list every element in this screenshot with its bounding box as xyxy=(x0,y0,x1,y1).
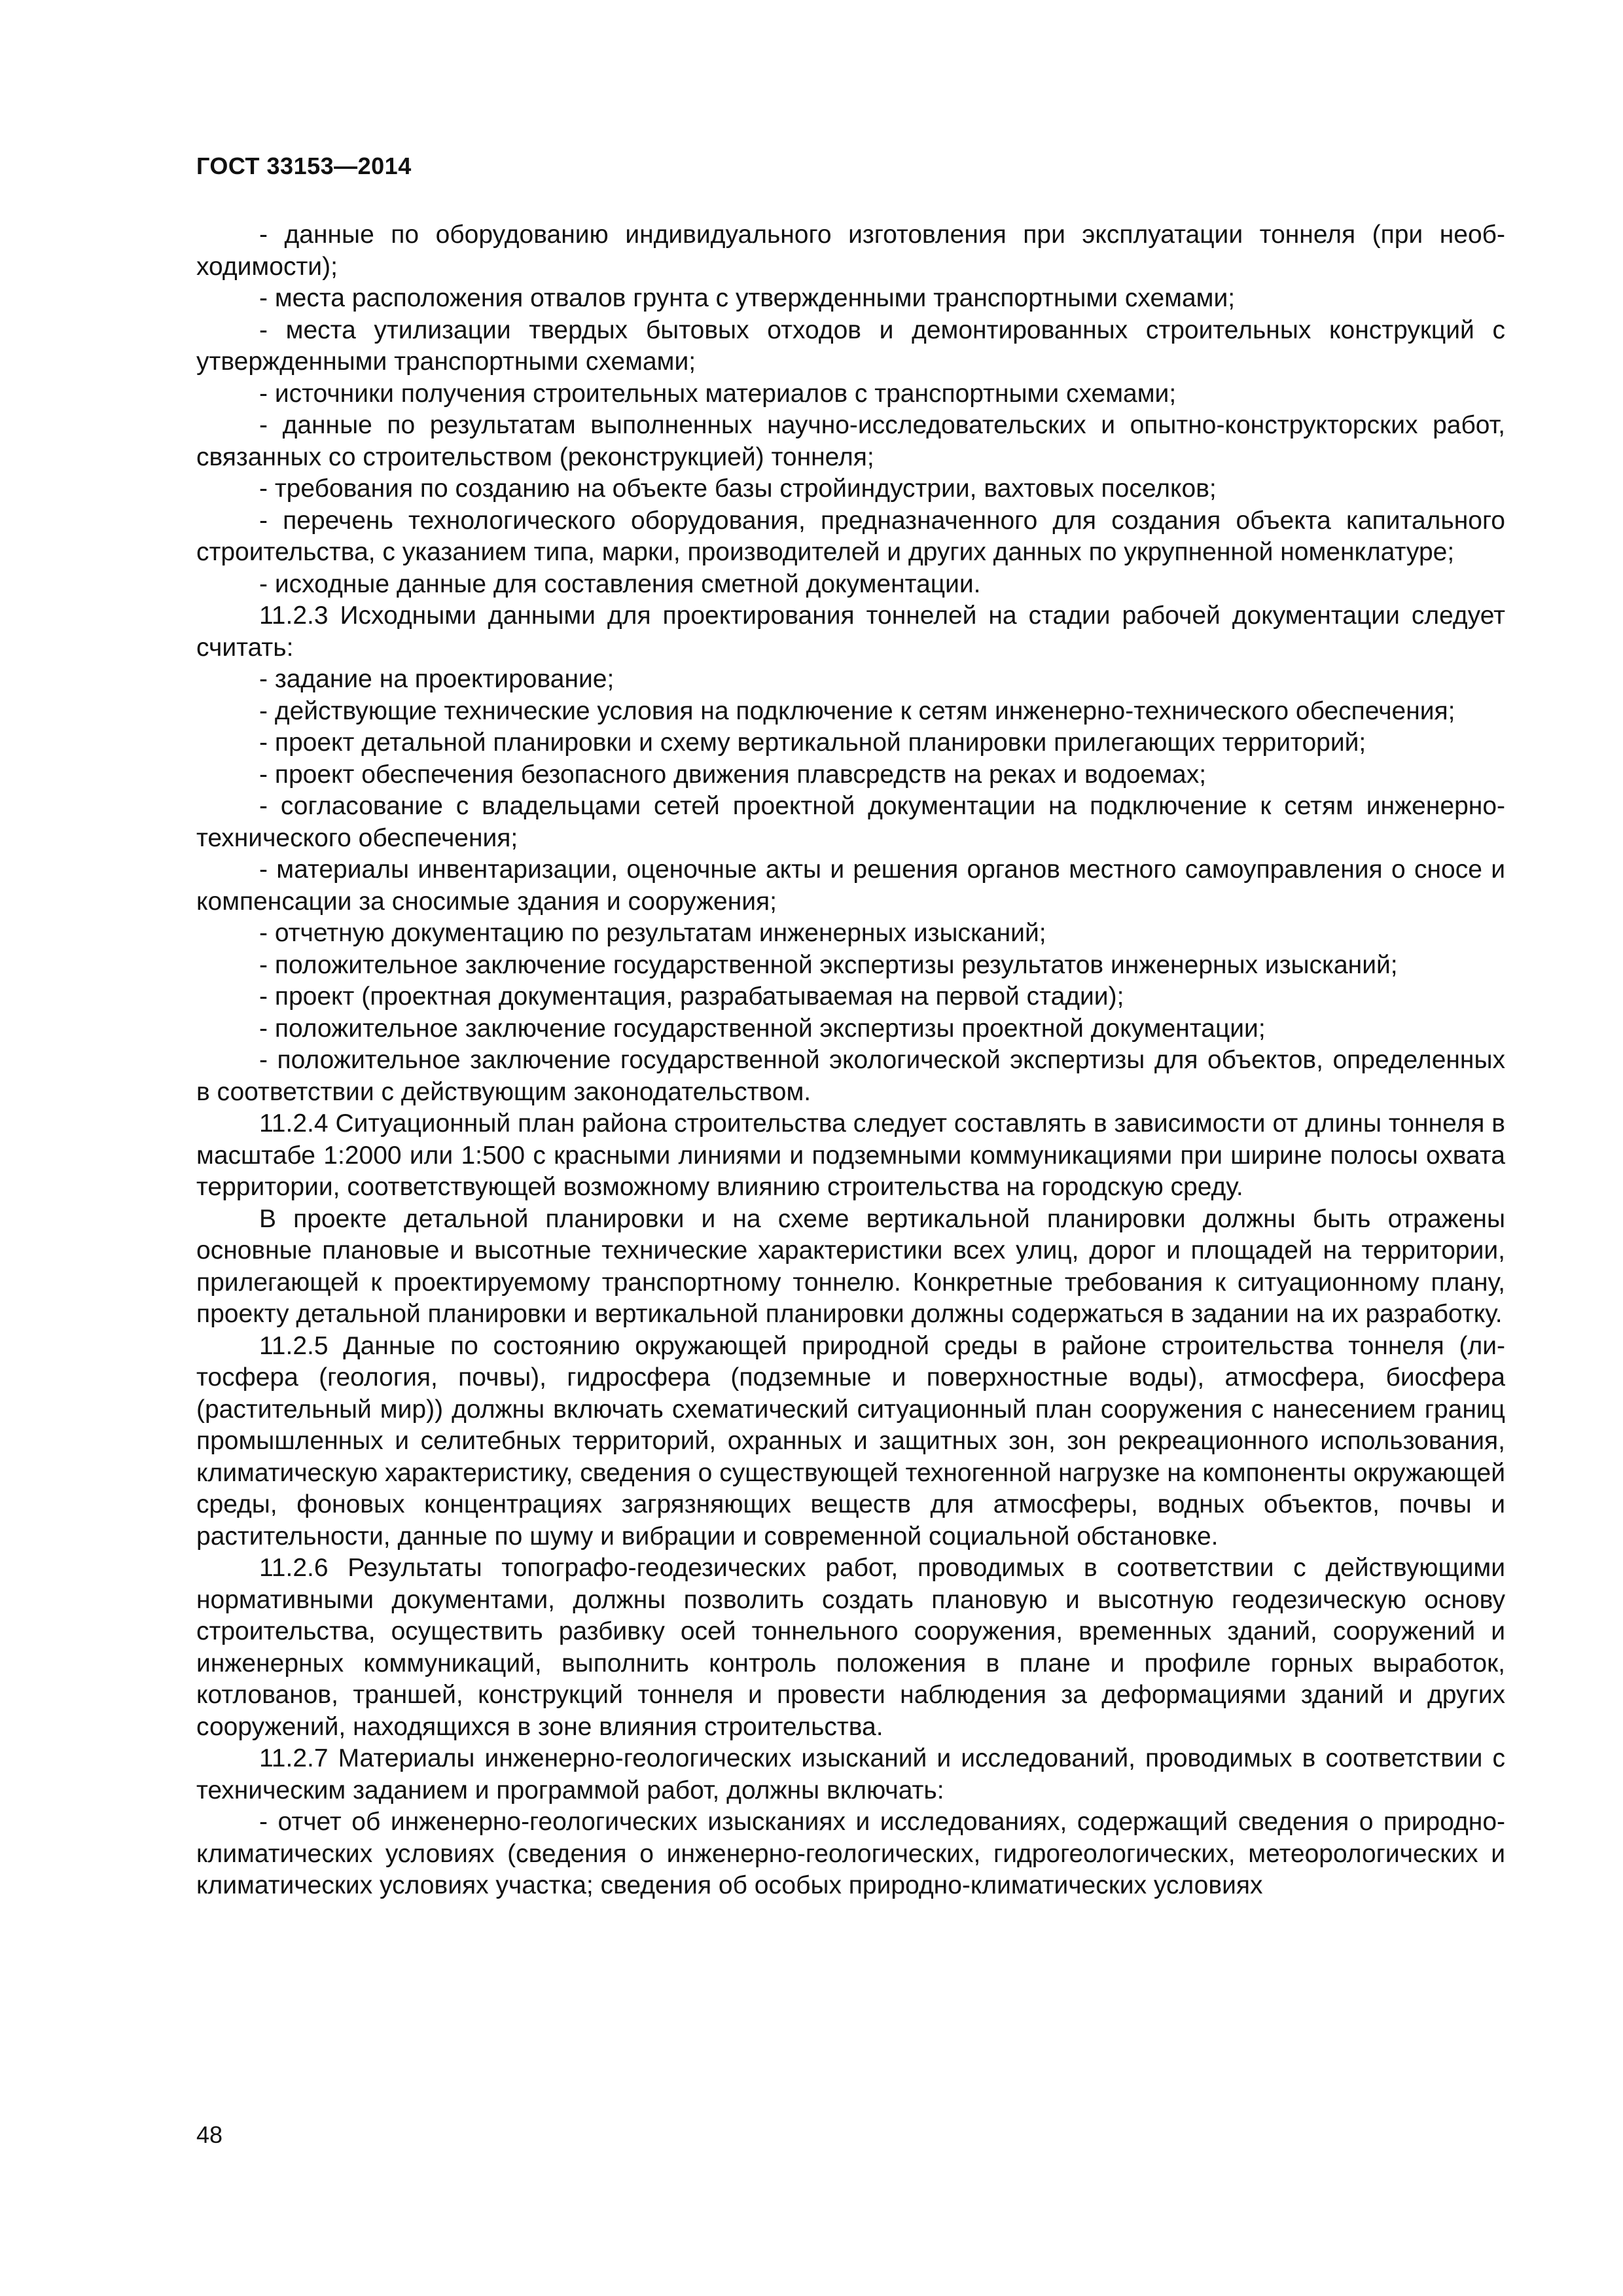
list-item: - материалы инвентаризации, оценочные акты и решения органов местного самоуправления о сносе и компенсации за сносимые здания и сооружения; xyxy=(196,855,1505,916)
section-paragraph: 11.2.3 Исходными данными для проектирования тоннелей на стадии рабочей документации следует считать: xyxy=(196,601,1505,662)
section-paragraph: 11.2.7 Материалы инженерно-геологических изысканий и исследований, проводимых в соответствии с техническим заданием и программой работ, должны включать: xyxy=(196,1744,1505,1804)
list-item: - положительное заключение государственной экспертизы проектной документации; xyxy=(259,1014,1266,1043)
list-item: - положительное заключение государственной экспертизы результатов инженерных изысканий; xyxy=(259,950,1398,979)
body-paragraph: В проекте детальной планировки и на схеме вертикальной планировки должны быть отражены основные плановые и высотные технические характеристики всех улиц, дорог и площадей на территории, прилегающей к проектируемому транспортному тоннелю. Конкретные требования к ситуационному плану, проекту детальной планировки и вертикальной планировки должны содержаться в задании на их разработку. xyxy=(196,1204,1505,1328)
list-item: - требования по созданию на объекте базы стройиндустрии, вахтовых поселков; xyxy=(259,475,1217,503)
list-item: - места расположения отвалов грунта с утвержденными транспортными схемами; xyxy=(259,284,1236,312)
list-item: - проект обеспечения безопасного движения плавсредств на реках и водоемах; xyxy=(259,760,1207,789)
list-item: - проект (проектная документация, разрабатываемая на первой стадии); xyxy=(259,982,1124,1011)
document-page xyxy=(196,0,1505,2296)
list-item: - исходные данные для составления сметной документации. xyxy=(259,569,981,598)
list-item: - согласование с владельцами сетей проектной документации на подключение к сетям инженерно-технического обеспечения; xyxy=(196,792,1505,852)
list-item: - источники получения строительных материалов с транспортными схемами; xyxy=(259,379,1177,408)
list-item: - задание на проектирование; xyxy=(259,665,615,693)
list-item: - действующие технические условия на подключение к сетям инженерно-технического обеспечения; xyxy=(259,696,1455,725)
list-item: - данные по оборудованию индивидуального изготовления при эксплуатации тоннеля (при необходимости); xyxy=(196,221,1505,281)
list-item: - положительное заключение государственной экологической экспертизы для объектов, определенных в соответствии с действующим законодательством. xyxy=(196,1046,1505,1106)
list-item: - проект детальной планировки и схему вертикальной планировки прилегающих территорий; xyxy=(259,728,1366,757)
section-paragraph: 11.2.6 Результаты топографо-геодезических работ, проводимых в соответствии с действующими нормативными документами, должны позволить создать плановую и высотную геодезическую основу строительства, осуществить разбивку осей тоннельного сооружения, временных зданий, сооружений и инженерных коммуникаций, выполнить контроль положения в плане и профиле горных выработок, котлованов, траншей, конструкций тоннеля и провести наблюдения за деформациями зданий и других сооружений, находящихся в зоне влияния строительства. xyxy=(196,1554,1505,1741)
section-paragraph: 11.2.4 Ситуационный план района строительства следует составлять в зависимости от длины тоннеля в масштабе 1:2000 или 1:500 с красными линиями и подземными коммуникациями при ширине полосы охвата территории, соответствующей возможному влиянию строительства на городскую среду. xyxy=(196,1109,1505,1201)
list-item: - данные по результатам выполненных научно-исследовательских и опытно-конструкторских работ, связанных со строительством (реконструкцией) тоннеля; xyxy=(196,411,1505,471)
page-number: 48 xyxy=(196,2121,223,2148)
list-item: - отчет об инженерно-геологических изысканиях и исследованиях, содержащий сведения о природно-климатических условиях (сведения о инженерно-геологических, гидрогеологических, метеорологических и климатических условиях участка; сведения об особых природно-климатических условиях xyxy=(196,1808,1505,1899)
list-item: - места утилизации твердых бытовых отходов и демонтированных строительных конструкций с утвержденными транспортными схемами; xyxy=(196,315,1505,376)
document-header: ГОСТ 33153—2014 xyxy=(196,152,412,179)
list-item: - перечень технологического оборудования, предназначенного для создания объекта капитального строительства, с указанием типа, марки, производителей и других данных по укрупненной номенклатуре; xyxy=(196,506,1505,566)
section-paragraph: 11.2.5 Данные по состоянию окружающей природной среды в районе строительства тоннеля (литосфера (геология, почвы), гидросфера (подземные и поверхностные воды), атмосфера, биосфера (растительный мир)) должны включать схематический ситуационный план сооружения с нанесением границ промышленных и селитебных территорий, охранных и защитных зон, зон рекреационного использования, климатическую характеристику, сведения о существующей техногенной нагрузке на компоненты окружающей среды, фоновых концентрациях загрязняющих веществ для атмосферы, водных объектов, почвы и растительности, данные по шуму и вибрации и современной социальной обстановке. xyxy=(196,1331,1505,1551)
document-body xyxy=(196,219,1505,1902)
list-item: - отчетную документацию по результатам инженерных изысканий; xyxy=(259,919,1046,947)
